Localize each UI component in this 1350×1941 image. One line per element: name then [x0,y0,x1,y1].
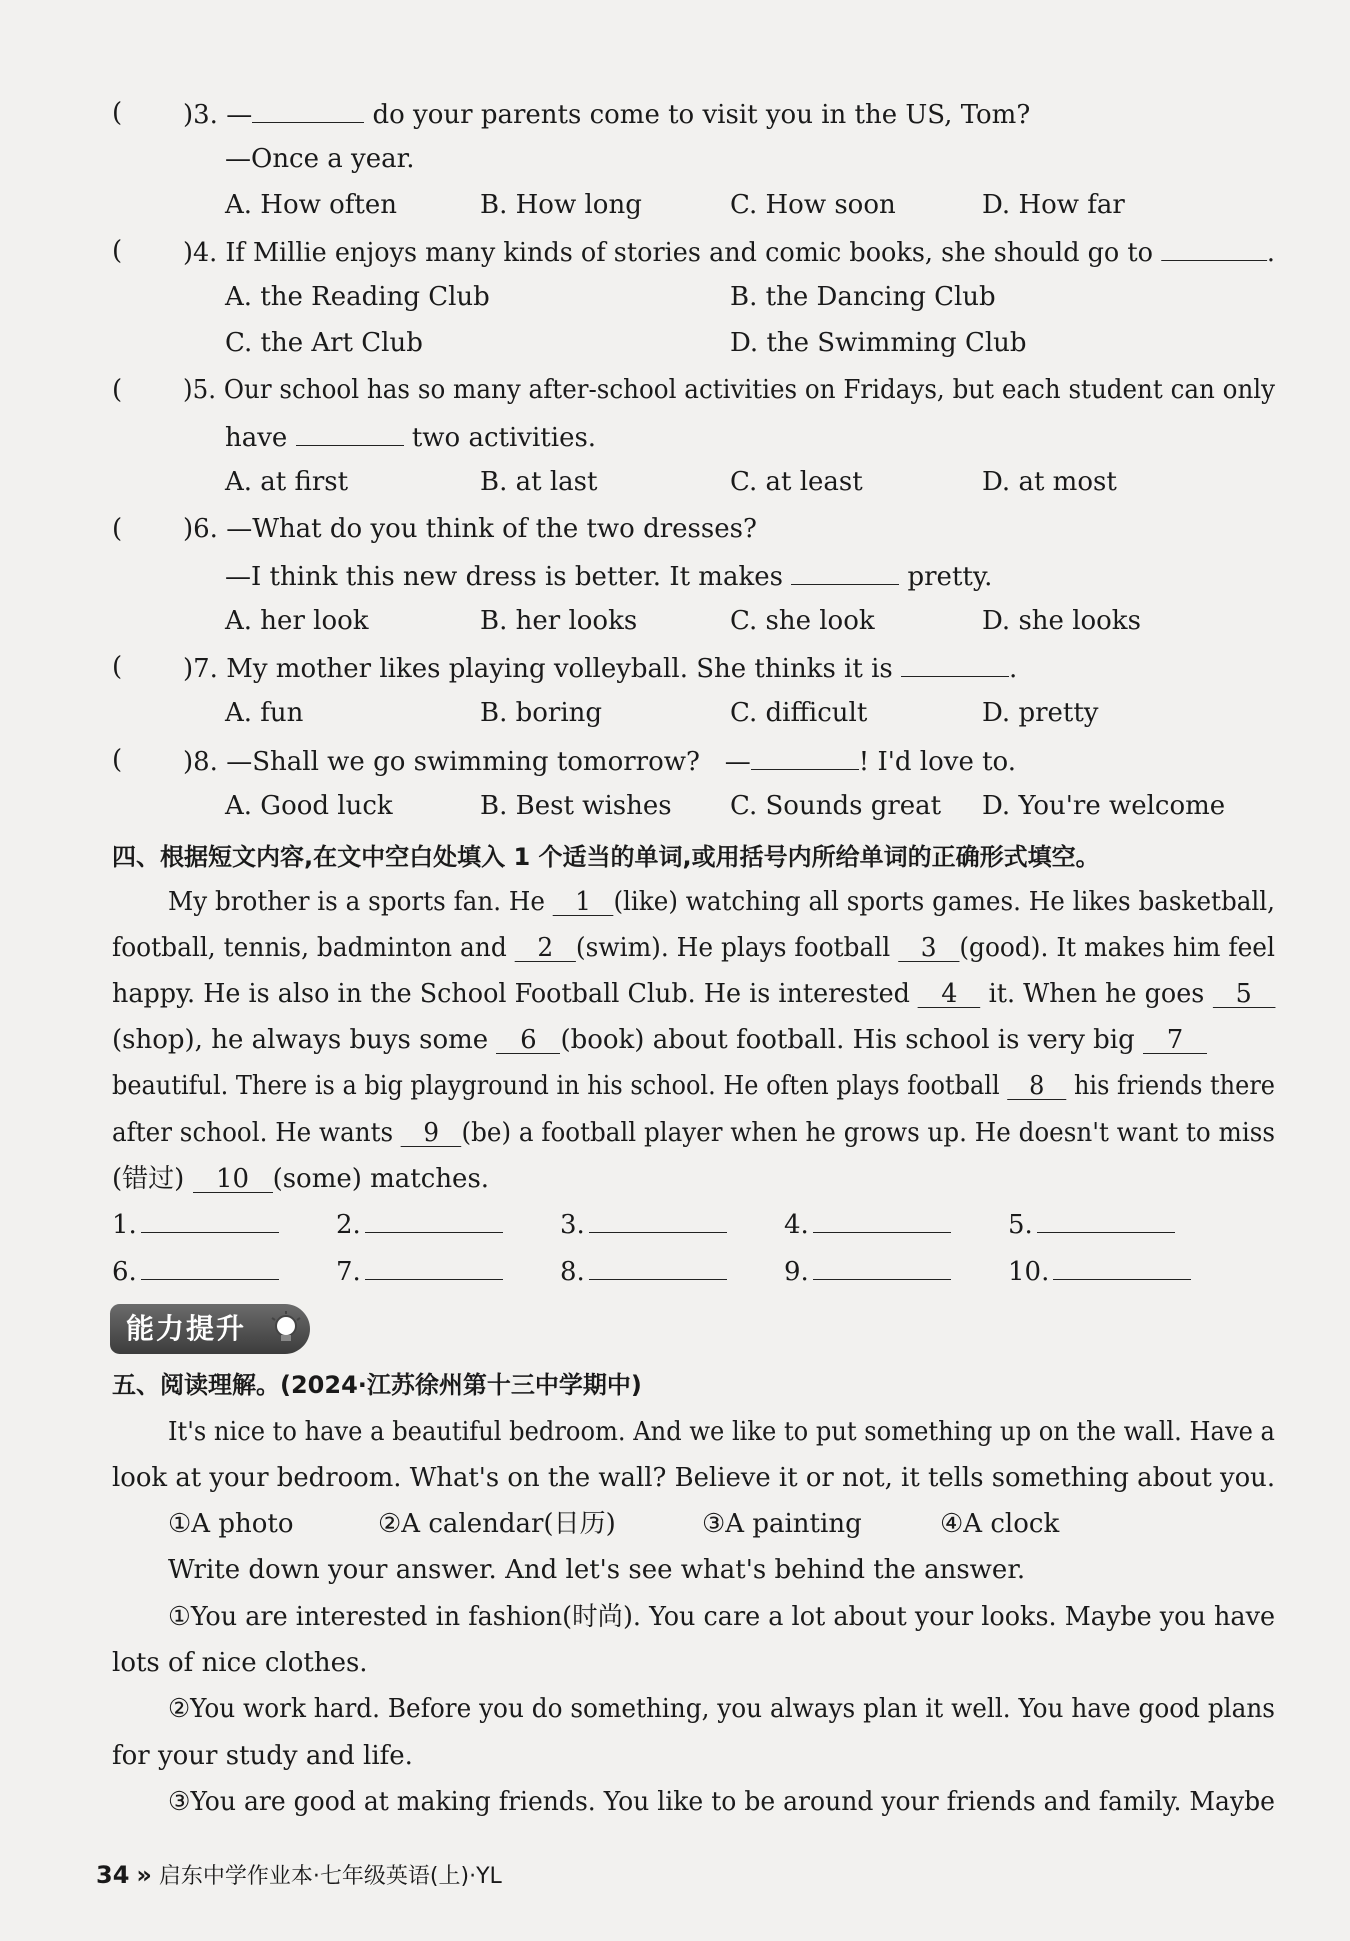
answer-blank[interactable] [813,1255,951,1280]
answer-blank[interactable] [365,1255,503,1280]
passage-blank-4: 4 [918,981,981,1008]
q5-stem: )5. Our school has so many after-school activities on Fridays, but each student can only [183,375,1276,405]
passage-blank-9: 9 [401,1120,462,1147]
reading-option-2: ②A calendar(日历) [378,1509,616,1539]
passage-blank-6: 6 [496,1027,560,1054]
q7-stem: )7. My mother likes playing volleyball. She thinks it is . [183,650,1017,686]
lightbulb-icon [268,1310,304,1346]
q8-option-d: D. You're welcome [982,791,1226,821]
q4-stem: )4. If Millie enjoys many kinds of stories and comic books, she should go to . [183,234,1275,270]
passage-blank-2: 2 [515,935,576,962]
reading-p4-line1: ②You work hard. Before you do something, you always plan it well. You have good plans [168,1694,1275,1724]
q7-option-c: C. difficult [730,698,868,728]
q4-option-d: D. the Swimming Club [730,328,1027,358]
q7-paren: ( [112,652,123,682]
q6-option-a: A. her look [225,606,369,636]
q7-blank [901,650,1009,677]
answer-line-7: 7. [336,1255,503,1289]
q6-option-c: C. she look [730,606,875,636]
answer-line-6: 6. [112,1255,279,1289]
passage-line-1: My brother is a sports fan. He 1 (like) watching all sports games. He likes basketball, [168,887,1276,917]
q4-option-c: C. the Art Club [225,328,423,358]
q3-paren: ( [112,98,123,128]
q6-stem-line2: —I think this new dress is better. It makes pretty. [225,558,992,594]
answer-line-3: 3. [560,1208,727,1242]
answer-line-10: 10. [1008,1255,1191,1289]
answer-blank[interactable] [365,1208,503,1233]
q3-option-d: D. How far [982,190,1125,220]
passage-line-5: beautiful. There is a big playground in his school. He often plays football 8 his friends there [112,1071,1275,1101]
q3-option-b: B. How long [480,190,642,220]
passage-line-6: after school. He wants 9 (be) a football player when he grows up. He doesn't want to miss [112,1118,1275,1148]
q7-option-b: B. boring [480,698,603,728]
section4-heading: 四、根据短文内容,在文中空白处填入 1 个适当的单词,或用括号内所给单词的正确形式填空。 [112,843,1100,871]
passage-line-7: (错过) 10 (some) matches. [112,1164,490,1194]
q8-option-b: B. Best wishes [480,791,672,821]
answer-blank[interactable] [589,1255,727,1280]
answer-blank[interactable] [1037,1208,1175,1233]
section5-heading: 五、阅读理解。(2024·江苏徐州第十三中学期中) [112,1371,642,1399]
q6-option-b: B. her looks [480,606,638,636]
q8-stem: )8. —Shall we go swimming tomorrow? — ! I'd love to. [183,743,1016,779]
q8-blank [751,743,859,770]
passage-blank-1: 1 [553,889,614,916]
q6-paren: ( [112,514,123,544]
q5-option-a: A. at first [225,467,349,497]
passage-blank-7: 7 [1143,1027,1207,1054]
passage-line-4: (shop), he always buys some 6 (book) about football. His school is very big 7 [112,1023,1207,1057]
reading-p3-line2: lots of nice clothes. [112,1648,368,1678]
answer-blank[interactable] [141,1208,279,1233]
q5-option-c: C. at least [730,467,863,497]
answer-line-1: 1. [112,1208,279,1242]
q3-option-a: A. How often [225,190,398,220]
chevron-right-icon: » [136,1861,152,1889]
q7-option-d: D. pretty [982,698,1099,728]
q6-option-d: D. she looks [982,606,1141,636]
reading-option-1: ①A photo [168,1509,294,1539]
answer-line-4: 4. [784,1208,951,1242]
passage-blank-5: 5 [1212,981,1275,1008]
q3-blank [252,96,364,123]
q6-stem: )6. —What do you think of the two dresses? [183,514,757,544]
answer-blank[interactable] [1053,1255,1191,1280]
reading-option-3: ③A painting [702,1509,862,1539]
answer-line-5: 5. [1008,1208,1175,1242]
answer-blank[interactable] [813,1208,951,1233]
reading-p5-line1: ③You are good at making friends. You like to be around your friends and family. Maybe [168,1787,1275,1817]
q5-paren: ( [112,375,123,405]
q3-option-c: C. How soon [730,190,896,220]
q8-option-c: C. Sounds great [730,791,942,821]
reading-p4-line2: for your study and life. [112,1741,413,1771]
q3-stem: )3. — do your parents come to visit you in the US, Tom? [183,96,1030,132]
reading-p1-line2: look at your bedroom. What's on the wall? Believe it or not, it tells something about you. [112,1463,1276,1493]
answer-line-8: 8. [560,1255,727,1289]
reading-option-4: ④A clock [940,1509,1060,1539]
passage-line-3: happy. He is also in the School Football Club. He is interested 4 it. When he goes 5 [112,977,1275,1011]
answer-line-2: 2. [336,1208,503,1242]
passage-blank-8: 8 [1007,1073,1066,1100]
page-number: 34 [96,1861,130,1889]
book-title: 启东中学作业本·七年级英语(上)·YL [151,1864,502,1889]
q8-paren: ( [112,745,123,775]
q4-blank [1161,234,1267,261]
q7-option-a: A. fun [225,698,304,728]
answer-blank[interactable] [589,1208,727,1233]
reading-p1-line1: It's nice to have a beautiful bedroom. And we like to put something up on the wall. Have a [168,1417,1275,1447]
page-footer [96,1860,502,1892]
q5-option-d: D. at most [982,467,1117,497]
q6-blank [791,558,899,585]
q5-option-b: B. at last [480,467,598,497]
passage-line-2: football, tennis, badminton and 2 (swim). He plays football 3 (good). It makes him feel [112,933,1275,963]
reading-p3-line1: ①You are interested in fashion(时尚). You care a lot about your looks. Maybe you have [168,1602,1276,1632]
q5-stem-line2: have two activities. [225,419,596,455]
answer-line-9: 9. [784,1255,951,1289]
reading-p2: Write down your answer. And let's see what's behind the answer. [168,1555,1026,1585]
q5-blank [296,419,404,446]
answer-blank[interactable] [141,1255,279,1280]
passage-blank-3: 3 [898,935,959,962]
q8-option-a: A. Good luck [225,791,393,821]
ability-badge: 能力提升 [110,1304,310,1354]
q4-paren: ( [112,236,123,266]
q3-answer: —Once a year. [225,144,415,174]
q4-option-b: B. the Dancing Club [730,282,996,312]
passage-blank-10: 10 [193,1166,273,1193]
q4-option-a: A. the Reading Club [225,282,490,312]
